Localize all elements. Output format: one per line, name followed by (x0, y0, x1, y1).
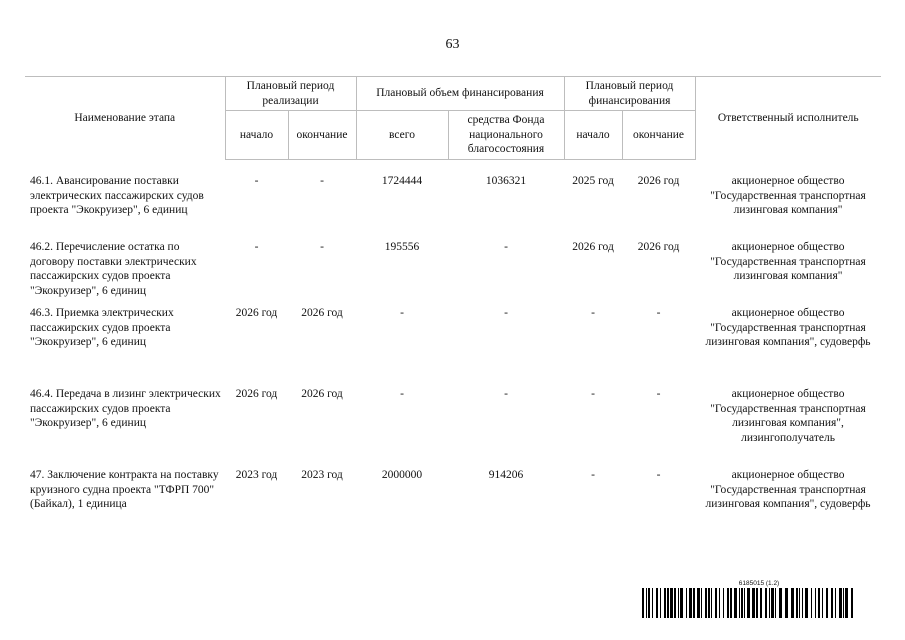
header-total: всего (356, 111, 448, 160)
financing-end: - (656, 388, 661, 400)
responsible-executor: акционерное общество "Государственная транспортная лизинговая компания" (710, 241, 866, 282)
period-end: - (320, 175, 324, 187)
financing-start: - (591, 469, 595, 481)
stage-name: 46.4. Передача в лизинг электрических пассажирских судов проекта "Экокруизер", 6 единиц (30, 388, 221, 429)
period-start: - (254, 241, 259, 253)
volume-fund: - (504, 307, 508, 319)
volume-fund: - (504, 241, 508, 253)
period-start: 2026 год (235, 307, 278, 319)
financing-end: - (656, 307, 661, 319)
volume-total: - (400, 307, 404, 319)
responsible-executor: акционерное общество "Государственная транспортная лизинговая компания" (710, 175, 866, 216)
table-row (25, 306, 881, 387)
period-end: 2026 год (301, 307, 343, 319)
responsible-executor: акционерное общество "Государственная транспортная лизинговая компания", судоверфь (705, 307, 871, 348)
financing-start: - (591, 307, 595, 319)
header-fund: средства Фонда национального благосостояния (448, 111, 564, 160)
financing-end: - (656, 469, 661, 481)
period-end: 2023 год (301, 469, 343, 481)
volume-total: 195556 (384, 241, 420, 253)
financing-end: 2026 год (637, 241, 680, 253)
volume-total: 2000000 (381, 469, 423, 481)
barcode-block (642, 580, 856, 618)
period-start: 2023 год (235, 469, 278, 481)
stage-name: 47. Заключение контракта на поставку круизного судна проекта "ТФРП 700" (Байкал), 1 единица (30, 469, 219, 510)
header-start: начало (225, 111, 288, 160)
financing-end: 2026 год (637, 175, 680, 187)
stage-name: 46.2. Перечисление остатка по договору поставки электрических пассажирских судов проекта "Экокруизер", 6 единиц (30, 241, 197, 297)
header-end: окончание (288, 111, 356, 160)
barcode-image (642, 588, 856, 618)
volume-fund: 914206 (488, 469, 524, 481)
volume-fund: - (504, 388, 508, 400)
responsible-executor: акционерное общество "Государственная транспортная лизинговая компания", судоверфь (705, 469, 871, 510)
barcode-code: 6185015 (1.2) (738, 580, 780, 587)
period-start: 2026 год (235, 388, 278, 400)
header-fin-start: начало (564, 111, 622, 160)
period-end: 2026 год (301, 388, 343, 400)
table-row (25, 468, 881, 548)
financing-start: - (591, 388, 595, 400)
table-row (25, 240, 881, 306)
volume-fund: 1036321 (485, 175, 527, 187)
header-stage-name: Наименование этапа (74, 112, 176, 124)
plan-table (25, 76, 881, 548)
responsible-executor: акционерное общество "Государственная транспортная лизинговая компания", лизингополучатель (710, 388, 866, 444)
header-responsible: Ответственный исполнитель (695, 77, 881, 160)
period-start: - (254, 175, 259, 187)
volume-total: 1724444 (381, 175, 423, 187)
header-planned-volume: Плановый объем финансирования (356, 77, 564, 111)
financing-start: 2026 год (572, 241, 614, 253)
financing-start: 2025 год (572, 175, 614, 187)
stage-name: 46.1. Авансирование поставки электрических пассажирских судов проекта "Экокруизер", 6 единиц (30, 175, 204, 216)
table-row (25, 387, 881, 468)
page-number: 63 (445, 37, 460, 52)
header-planned-period: Плановый период реализации (225, 77, 356, 111)
table-row (25, 174, 881, 240)
period-end: - (320, 241, 324, 253)
header-financing-period: Плановый период финансирования (564, 77, 695, 111)
volume-total: - (400, 388, 404, 400)
header-fin-end: окончание (622, 111, 695, 160)
stage-name: 46.3. Приемка электрических пассажирских судов проекта "Экокруизер", 6 единиц (30, 307, 174, 348)
